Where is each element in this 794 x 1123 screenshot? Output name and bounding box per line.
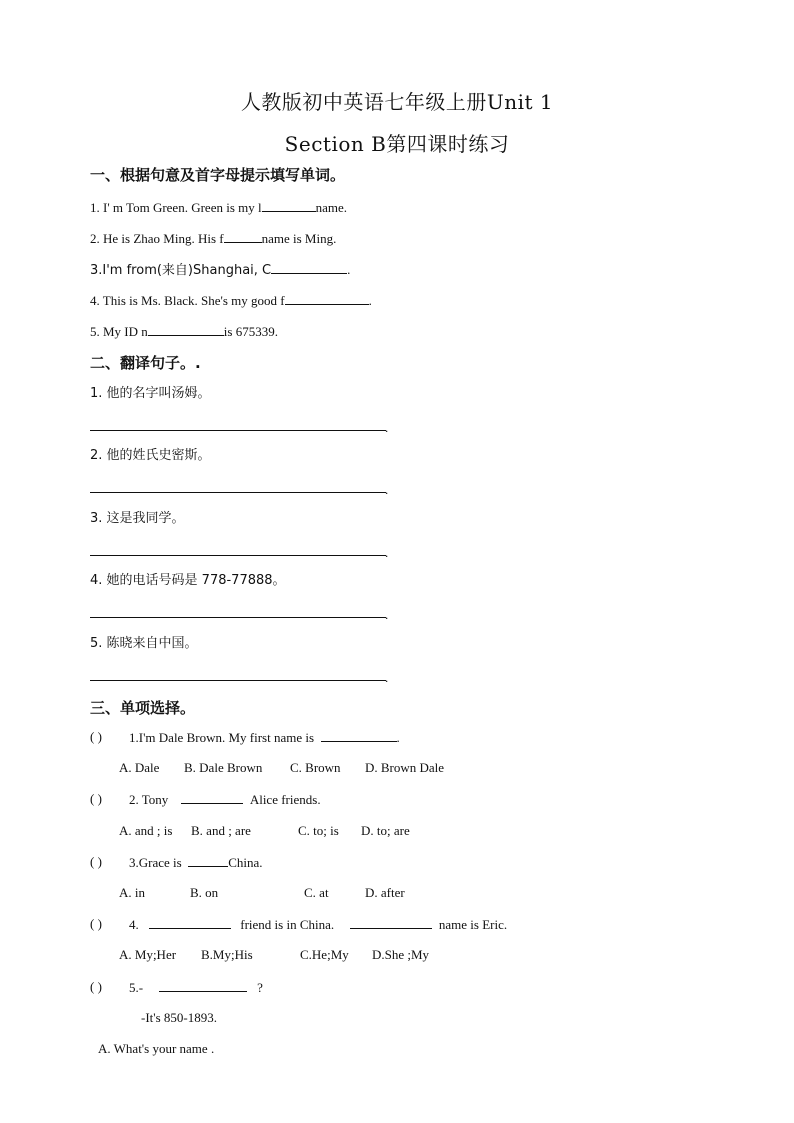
fill-item-1-tail: name. [315, 200, 348, 215]
fill-item-4-tail: . [368, 293, 372, 308]
fill-item-1 [90, 199, 347, 216]
question-1-tail: . [396, 730, 400, 745]
question-4-middle: friend is in China. [240, 917, 335, 932]
q2-option-d[interactable]: D. to; are [361, 823, 410, 838]
page-subtitle: Section B第四课时练习 [284, 132, 510, 156]
fill-item-5-tail: is 675339. [223, 324, 278, 339]
fill-blank-5[interactable] [148, 323, 224, 336]
q1-option-b[interactable]: B. Dale Brown [184, 760, 263, 775]
answer-line-3-end: . [385, 545, 389, 560]
question-2 [129, 791, 321, 808]
fill-blank-3[interactable] [271, 261, 347, 274]
section1-heading: 一、根据句意及首字母提示填写单词。 [90, 166, 346, 184]
question-3-tail: China. [228, 855, 263, 870]
q4-option-b[interactable]: B.My;His [201, 947, 253, 962]
question-5-blank [159, 979, 247, 992]
question-5-tail: ? [257, 980, 263, 995]
fill-item-2 [90, 230, 336, 247]
fill-item-2-text: 2. He is Zhao Ming. His f [90, 231, 224, 246]
question-4-tail: name is Eric. [438, 917, 508, 932]
q1-option-d[interactable]: D. Brown Dale [365, 760, 445, 775]
answer-line-5-end: . [385, 670, 389, 685]
translate-item-4: 4. 她的电话号码是 778-77888。 [90, 573, 286, 588]
fill-item-3-tail: . [347, 262, 351, 277]
q4-option-a[interactable]: A. My;Her [119, 947, 177, 962]
question-3 [129, 854, 263, 871]
fill-blank-4[interactable] [285, 292, 369, 305]
answer-line-3[interactable] [90, 555, 386, 556]
fill-item-5-text: 5. My ID n [90, 324, 148, 339]
answer-line-1[interactable] [90, 430, 386, 431]
question-1-blank [321, 729, 397, 742]
answer-line-2[interactable] [90, 492, 386, 493]
fill-item-3-text: 3.I'm from(来自)Shanghai, C [90, 263, 272, 278]
q5-option-a[interactable]: A. What's your name . [98, 1041, 215, 1056]
question-2-tail: Alice friends. [249, 792, 321, 807]
question-1-stem: 1.I'm Dale Brown. My first name is [129, 730, 315, 745]
q2-option-a[interactable]: A. and ; is [119, 823, 173, 838]
page-title: 人教版初中英语七年级上册Unit 1 [240, 90, 554, 114]
translate-item-3: 3. 这是我同学。 [90, 511, 185, 526]
fill-blank-2[interactable] [224, 230, 262, 243]
q1-option-c[interactable]: C. Brown [290, 760, 341, 775]
answer-line-2-end: . [385, 482, 389, 497]
translate-item-5: 5. 陈晓来自中国。 [90, 636, 198, 651]
fill-item-5 [90, 323, 278, 340]
question-4-blank-2 [350, 916, 432, 929]
q2-option-c[interactable]: C. to; is [298, 823, 339, 838]
fill-item-1-text: 1. I' m Tom Green. Green is my l [90, 200, 262, 215]
answer-paren-2[interactable]: ( ) [90, 791, 102, 806]
fill-item-3 [90, 261, 350, 279]
answer-line-1-end: . [385, 420, 389, 435]
answer-line-5[interactable] [90, 680, 386, 681]
q1-option-a[interactable]: A. Dale [119, 760, 160, 775]
answer-paren-4[interactable]: ( ) [90, 916, 102, 931]
question-3-stem: 3.Grace is [129, 855, 182, 870]
q2-option-b[interactable]: B. and ; are [191, 823, 251, 838]
q3-option-b[interactable]: B. on [190, 885, 219, 900]
question-3-blank [188, 854, 228, 867]
question-5-reply: -It's 850-1893. [141, 1010, 218, 1025]
answer-line-4-end: . [385, 607, 389, 622]
translate-item-2: 2. 他的姓氏史密斯。 [90, 448, 211, 463]
fill-item-4 [90, 292, 372, 309]
fill-blank-1[interactable] [262, 199, 316, 212]
fill-item-2-tail: name is Ming. [261, 231, 337, 246]
question-4-blank-1 [149, 916, 231, 929]
question-5 [129, 979, 263, 996]
question-5-stem: 5.- [129, 980, 144, 995]
question-4-stem: 4. [129, 917, 139, 932]
answer-paren-1[interactable]: ( ) [90, 729, 102, 744]
q3-option-c[interactable]: C. at [304, 885, 329, 900]
question-1 [129, 729, 400, 746]
translate-item-1: 1. 他的名字叫汤姆。 [90, 386, 211, 401]
q3-option-a[interactable]: A. in [119, 885, 145, 900]
answer-paren-5[interactable]: ( ) [90, 979, 102, 994]
q4-option-d[interactable]: D.She ;My [372, 947, 430, 962]
question-2-stem: 2. Tony [129, 792, 169, 807]
answer-paren-3[interactable]: ( ) [90, 854, 102, 869]
section2-heading: 二、翻译句子。. [90, 354, 201, 372]
q4-option-c[interactable]: C.He;My [300, 947, 349, 962]
section3-heading: 三、单项选择。 [90, 699, 196, 717]
answer-line-4[interactable] [90, 617, 386, 618]
question-4 [129, 916, 507, 933]
fill-item-4-text: 4. This is Ms. Black. She's my good f [90, 293, 285, 308]
question-2-blank [181, 791, 243, 804]
q3-option-d[interactable]: D. after [365, 885, 405, 900]
